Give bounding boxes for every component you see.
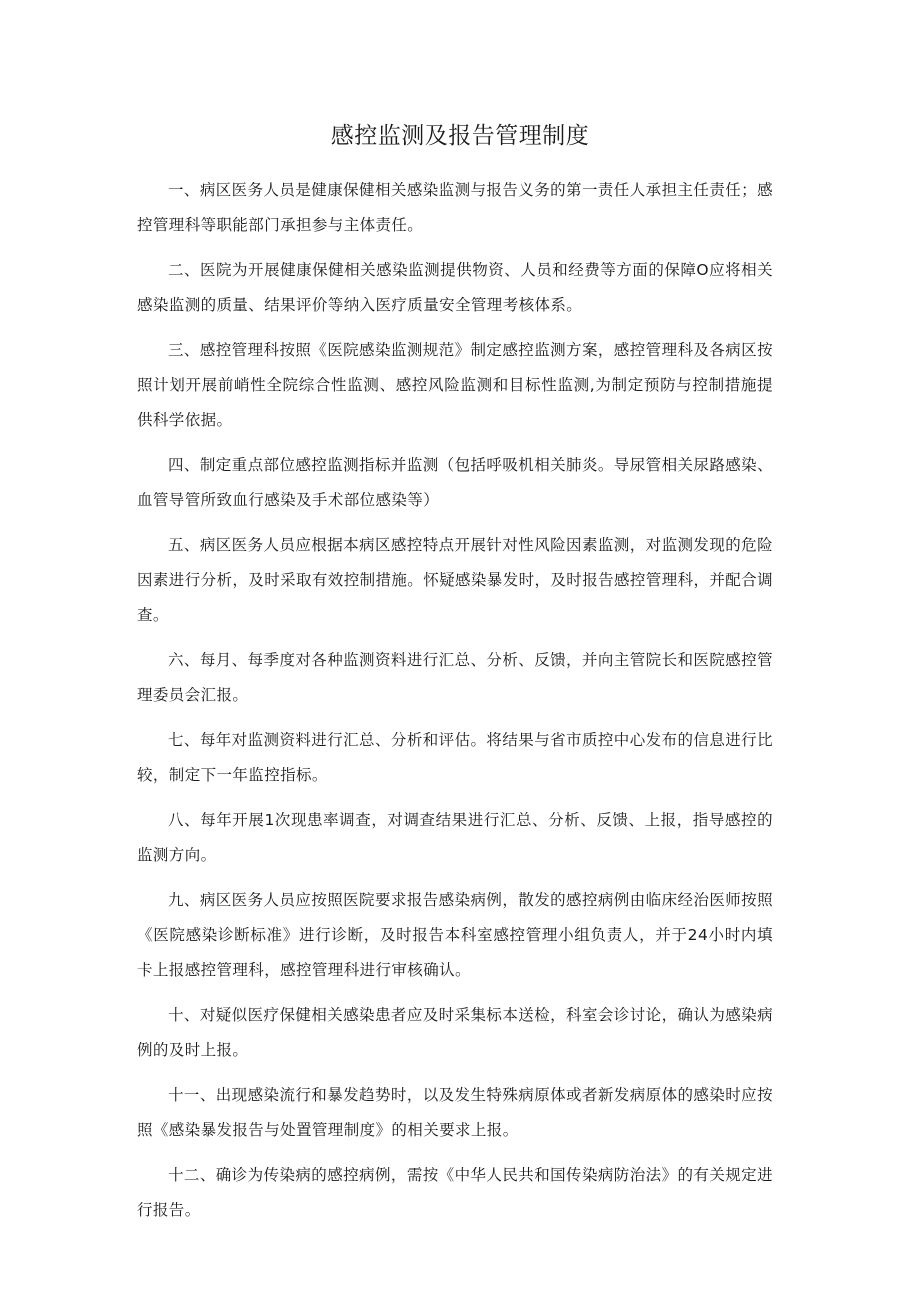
- document-title: 感控监测及报告管理制度: [330, 123, 590, 149]
- paragraph-10: 十、对疑似医疗保健相关感染患者应及时采集标本送检，科室会诊讨论，确认为感染病例的及时上报。: [137, 1006, 773, 1059]
- paragraph-9: 九、病区医务人员应按照医院要求报告感染病例，散发的感控病例由临床经治医师按照《医院感染诊断标准》进行诊断，及时报告本科室感控管理小组负责人，并于24小时内填卡上报感控管理科，感控管理科进行审核确认。: [137, 891, 773, 979]
- paragraph-1: 一、病区医务人员是健康保健相关感染监测与报告义务的第一责任人承担主任责任；感控管理科等职能部门承担参与主体责任。: [137, 181, 773, 234]
- paragraph-8: 八、每年开展1次现患率调查，对调查结果进行汇总、分析、反馈、上报，指导感控的监测方向。: [137, 811, 773, 864]
- paragraph-3: 三、感控管理科按照《医院感染监测规范》制定感控监测方案，感控管理科及各病区按照计划开展前峭性全院综合性监测、感控风险监测和目标性监测,为制定预防与控制措施提供科学依据。: [137, 341, 773, 429]
- paragraph-7: 七、每年对监测资料进行汇总、分析和评估。将结果与省市质控中心发布的信息进行比较，制定下一年监控指标。: [137, 731, 773, 784]
- paragraph-5: 五、病区医务人员应根据本病区感控特点开展针对性风险因素监测，对监测发现的危险因素进行分析，及时采取有效控制措施。怀疑感染暴发时，及时报告感控管理科，并配合调查。: [137, 536, 774, 624]
- paragraph-6: 六、每月、每季度对各种监测资料进行汇总、分析、反馈，并向主管院长和医院感控管理委员会汇报。: [137, 651, 773, 704]
- paragraph-2: 二、医院为开展健康保健相关感染监测提供物资、人员和经费等方面的保障O应将相关感染监测的质量、结果评价等纳入医疗质量安全管理考核体系。: [137, 261, 773, 314]
- document-body: [137, 173, 773, 1238]
- paragraph-12: 十二、确诊为传染病的感控病例，需按《中华人民共和国传染病防治法》的有关规定进行报告。: [137, 1166, 773, 1219]
- paragraph-4: 四、制定重点部位感控监测指标并监测（包括呼吸机相关肺炎。导尿管相关尿路感染、血管导管所致血行感染及手术部位感染等）: [137, 456, 773, 509]
- paragraph-11: 十一、出现感染流行和暴发趋势时，以及发生特殊病原体或者新发病原体的感染时应按照《感染暴发报告与处置管理制度》的相关要求上报。: [137, 1086, 773, 1139]
